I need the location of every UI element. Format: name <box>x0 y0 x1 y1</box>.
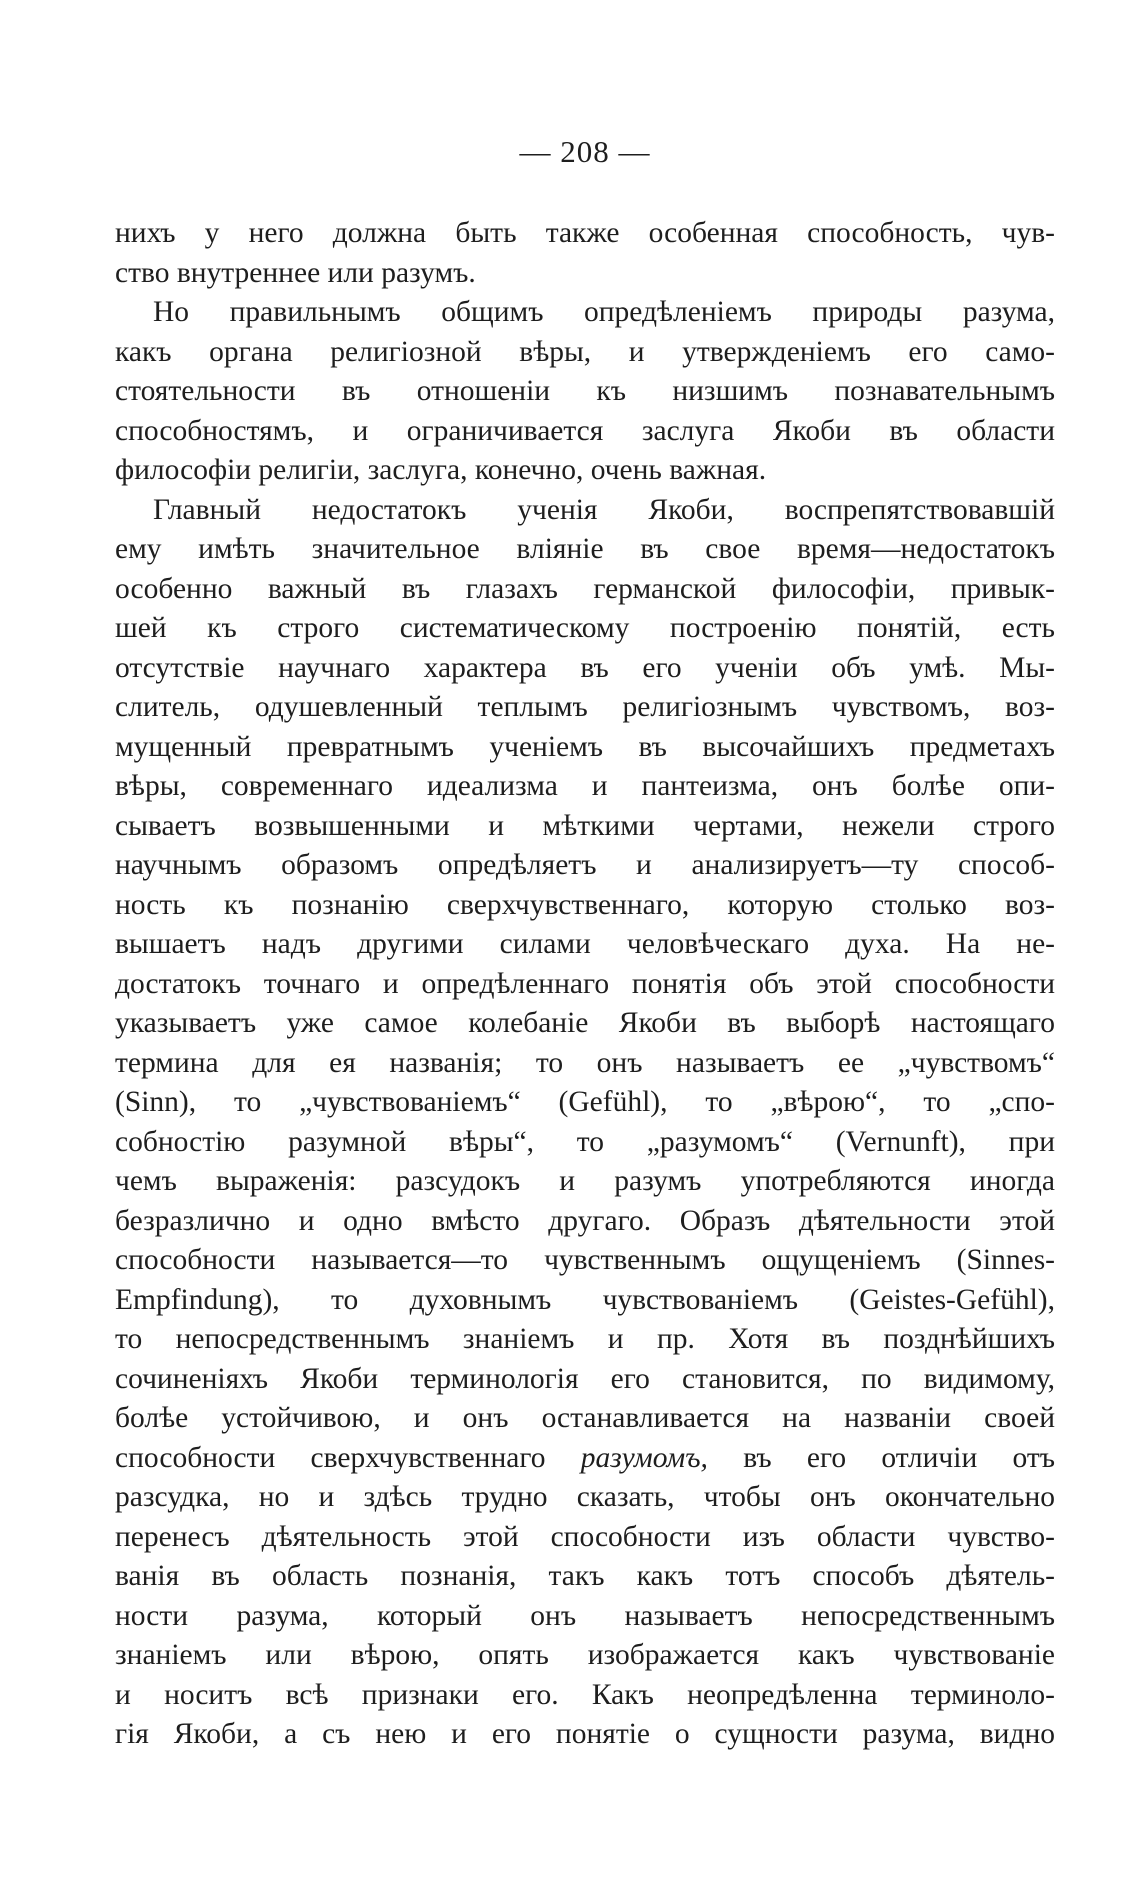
text-line: и носитъ всѣ признаки его. Какъ неопредѣленна терминоло- <box>115 1678 1055 1711</box>
text-line: стоятельности въ отношеніи къ низшимъ познавательнымъ <box>115 375 1055 407</box>
text-line: указываетъ уже самое колебаніе Якоби въ выборѣ настоящаго <box>115 1007 1055 1039</box>
text-line: то непосредственнымъ знаніемъ и пр. Хотя въ позднѣйшихъ <box>115 1323 1055 1355</box>
body-text <box>115 214 1055 1755</box>
text-line: болѣе устойчивою, и онъ останавливается на названіи своей <box>115 1402 1055 1434</box>
text-line: особенно важный въ глазахъ германской философіи, привык- <box>115 572 1055 605</box>
text-line: нихъ у него должна быть также особенная способность, чув- <box>115 217 1055 249</box>
text-line: ванія въ область познанія, такъ какъ тотъ способъ дѣятель- <box>115 1560 1055 1592</box>
text-line: Empfindung), то духовнымъ чувствованіемъ (Geistes-Gefühl), <box>115 1283 1055 1316</box>
text-line: вѣры, современнаго идеализма и пантеизма, онъ болѣе опи- <box>115 770 1055 802</box>
text-line: сочиненіяхъ Якоби терминологія его становится, по видимому, <box>115 1362 1055 1395</box>
line-segment: способности сверхчувственнаго <box>115 1441 546 1474</box>
text-line: какъ органа религіозной вѣры, и утвержденіемъ его само- <box>115 335 1055 368</box>
text-line: ему имѣть значительное вліяніе въ свое время—недостатокъ <box>115 533 1055 565</box>
text-line-with-italic <box>115 1439 1055 1479</box>
line-segment: въ его отличіи отъ <box>743 1441 1056 1474</box>
text-line: гія Якоби, а съ нею и его понятіе о сущности разума, видно <box>115 1718 1055 1750</box>
text-line: способностямъ, и ограничивается заслуга Якоби въ области <box>115 414 1055 447</box>
text-line: (Sinn), то „чувствованіемъ“ (Gefühl), то „вѣрою“, то „спо- <box>115 1086 1055 1118</box>
text-line: безразлично и одно вмѣсто другаго. Образъ дѣятельности этой <box>115 1204 1055 1237</box>
paragraph-start-line: Главный недостатокъ ученія Якоби, воспрепятствовавшій <box>153 493 1055 526</box>
italic-term: разумомъ, <box>580 1441 708 1474</box>
page-number: — 208 — <box>519 134 651 169</box>
text-line: ности разума, который онъ называетъ непосредственнымъ <box>115 1599 1055 1632</box>
text-line: мущенный превратнымъ ученіемъ въ высочайшихъ предметахъ <box>115 730 1055 763</box>
text-line: вышаетъ надъ другими силами человѣческаго духа. На не- <box>115 928 1055 960</box>
text-line: отсутствіе научнаго характера въ его ученіи объ умѣ. Мы- <box>115 651 1055 684</box>
text-line: чемъ выраженія: разсудокъ и разумъ употребляются иногда <box>115 1165 1055 1197</box>
text-line: шей къ строго систематическому построенію понятій, есть <box>115 612 1055 644</box>
text-line: собностію разумной вѣры“, то „разумомъ“ (Vernunft), при <box>115 1125 1055 1158</box>
text-line: слитель, одушевленный теплымъ религіознымъ чувствомъ, воз- <box>115 691 1055 723</box>
text-line: ство внутреннее или разумъ. <box>115 256 476 289</box>
text-line: перенесъ дѣятельность этой способности изъ области чувство- <box>115 1520 1055 1553</box>
text-line: ность къ познанію сверхчувственнаго, которую столько воз- <box>115 888 1055 921</box>
text-line: достатокъ точнаго и опредѣленнаго понятія объ этой способности <box>115 967 1055 1000</box>
text-line: знаніемъ или вѣрою, опять изображается какъ чувствованіе <box>115 1639 1055 1671</box>
text-line: способности называется—то чувственнымъ ощущеніемъ (Sinnes- <box>115 1244 1055 1276</box>
text-line: разсудка, но и здѣсь трудно сказать, чтобы онъ окончательно <box>115 1481 1055 1513</box>
paragraph-start-line: Но правильнымъ общимъ опредѣленіемъ природы разума, <box>153 296 1055 328</box>
text-line: термина для ея названія; то онъ называетъ ее „чувствомъ“ <box>115 1046 1055 1079</box>
text-line: философіи религіи, заслуга, конечно, очень важная. <box>115 454 767 486</box>
text-line: сываетъ возвышенными и мѣткими чертами, нежели строго <box>115 809 1055 842</box>
text-line: научнымъ образомъ опредѣляетъ и анализируетъ—ту способ- <box>115 849 1055 881</box>
